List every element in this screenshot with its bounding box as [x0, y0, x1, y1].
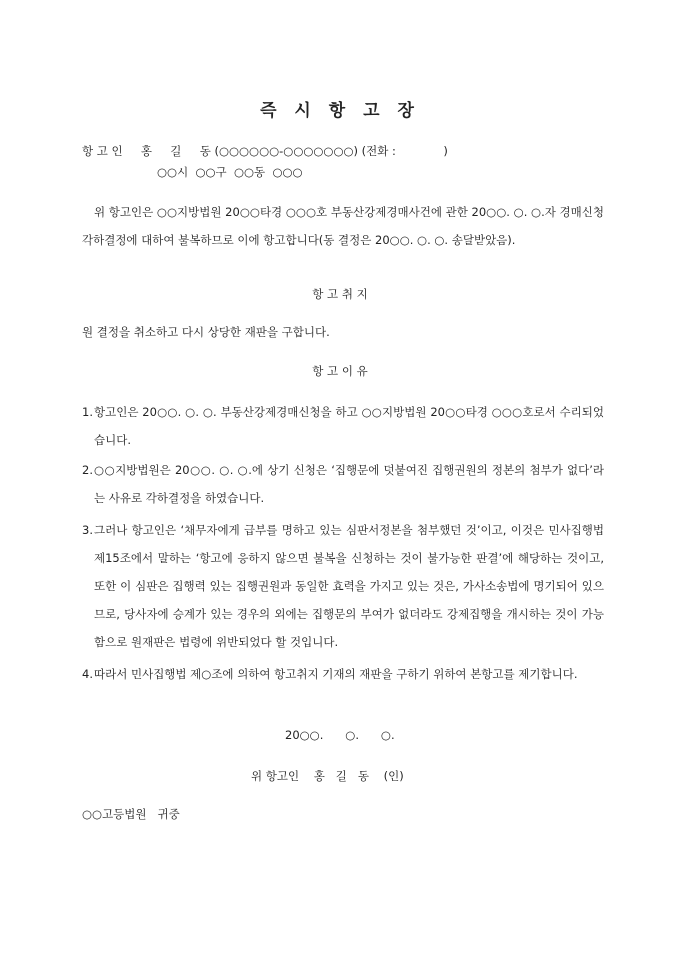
signature-line: 위 항고인 홍 길 동 (인) — [251, 769, 404, 783]
reason-item-3 — [82, 516, 604, 656]
reason-text: 항고인은 20○○. ○. ○. 부동산강제경매신청을 하고 ○○지방법원 20○○타경 ○○○호로서 수리되었습니다. — [94, 405, 604, 447]
reason-number: 4. — [82, 667, 93, 681]
intro-paragraph: 위 항고인은 ○○지방법원 20○○타경 ○○○호 부동산강제경매사건에 관한 20○○. ○. ○.자 경매신청각하결정에 대하여 불복하므로 이에 항고합니다(동 결정은 20○○. ○. ○. 송달받았음). — [82, 205, 604, 247]
appellant-address: ○○시 ○○구 ○○동 ○○○ — [157, 165, 303, 179]
purpose-text: 원 결정을 취소하고 다시 상당한 재판을 구합니다. — [82, 325, 330, 339]
reason-text: 그러나 항고인은 ‘채무자에게 급부를 명하고 있는 심판서정본을 첨부했던 것’이고, 이것은 민사집행법 제15조에서 말하는 ‘항고에 응하지 않으면 불복을 신청하는 것이 불가능한 판결’에 해당하는 것이고, 또한 이 심판은 집행력 있는 집행권원과 동일한 효력을 가지고 있는 것은, 가사소송법에 명기되어 있으므로, 당사자에 승계가 있는 경우의 외에는 집행문의 부여가 없더라도 강제집행을 개시하는 것이 가능함으로 원재판은 법령에 위반되었다 할 것입니다. — [94, 523, 604, 649]
purpose-heading: 항 고 취 지 — [312, 287, 368, 301]
reason-number: 1. — [82, 405, 93, 419]
appellant-line: 항 고 인 홍 길 동 (○○○○○○-○○○○○○○) (전화 : ) — [82, 144, 448, 158]
reason-item-4 — [82, 660, 604, 688]
reason-number: 3. — [82, 523, 93, 537]
reason-number: 2. — [82, 463, 93, 477]
reason-item-1 — [82, 398, 604, 454]
reason-item-2 — [82, 456, 604, 512]
date-line: 20○○. ○. ○. — [285, 728, 395, 742]
document-title: 즉 시 항 고 장 — [260, 101, 420, 121]
reason-text: ○○지방법원은 20○○. ○. ○.에 상기 신청은 ‘집행문에 덧붙여진 집행권원의 정본의 첨부가 없다’라는 사유로 각하결정을 하였습니다. — [94, 463, 604, 505]
reason-text: 따라서 민사집행법 제○조에 의하여 항고취지 기재의 재판을 구하기 위하여 본항고를 제기합니다. — [94, 667, 578, 681]
addressee-court: ○○고등법원 귀중 — [82, 807, 180, 821]
reason-heading: 항 고 이 유 — [312, 364, 368, 378]
